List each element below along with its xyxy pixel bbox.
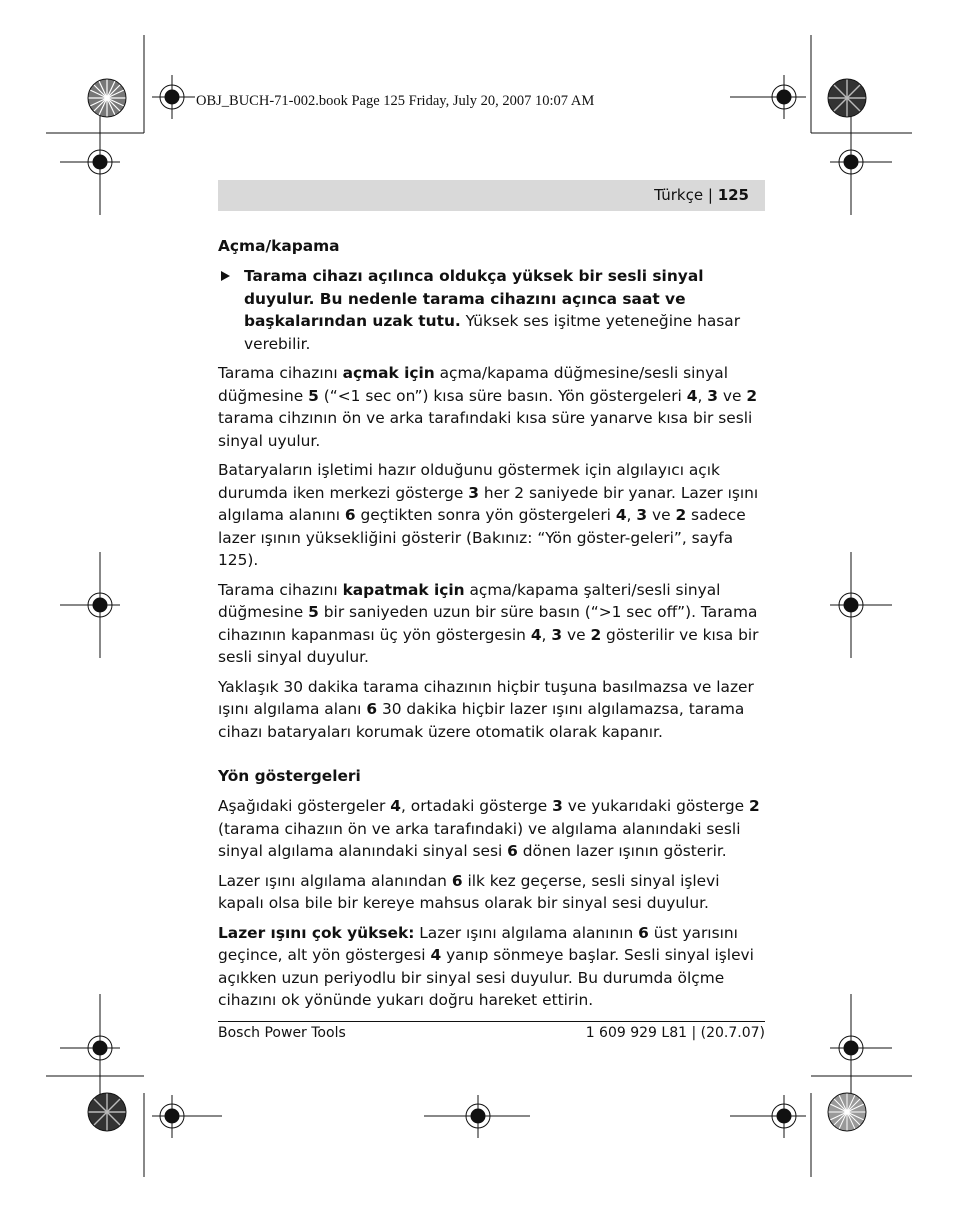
warning-bullet	[218, 265, 766, 355]
text: geçtikten sonra yön göstergeleri	[355, 506, 616, 524]
footer-doc-number: 1 609 929 L81 | (20.7.07)	[585, 1025, 765, 1041]
ref-number: 5	[308, 603, 319, 621]
ref-number: 6	[344, 506, 356, 524]
text: açma/kapama şalteri/sesli sinyal düğmesine	[218, 580, 721, 621]
ref-number: 4	[430, 946, 442, 964]
text: Yaklaşık 30 dakika tarama cihazının hiçbir tuşuna basılmazsa ve lazer ışını algılama alanı	[218, 677, 754, 718]
crosshair-target-icon	[60, 108, 120, 215]
crosshair-target-icon	[730, 1095, 806, 1138]
page-header-text	[654, 186, 749, 204]
ref-number: 3	[551, 625, 563, 644]
paragraph-battery-ready	[218, 459, 766, 572]
text: ve	[562, 625, 591, 644]
warning-bold-text: Tarama cihazı açılınca oldukça yüksek bir sesli sinyal duyulur. Bu nedenle tarama cihazını açınca saat ve başkalarından uzak tutu.	[244, 267, 704, 330]
paragraph-switch-on	[218, 362, 766, 452]
text: tarama cihzının ön ve arka tarafındaki kısa süre yanarve kısa bir sesli sinyal uyulur.	[218, 409, 753, 450]
ref-number: 2	[675, 506, 687, 524]
paragraph-auto-off	[218, 676, 766, 744]
crosshair-target-icon	[424, 1095, 530, 1138]
ref-number: 6	[507, 842, 518, 860]
crosshair-target-icon	[830, 108, 892, 215]
text: (tarama cihazıın ön ve arka tarafındaki) ve algılama alanındaki sesli sinyal algılama alanındaki sinyal sesi	[218, 819, 741, 860]
section-title-direction-indicators: Yön göstergeleri	[218, 767, 361, 785]
warning-normal-text: Yüksek ses işitme yeteneğine hasar verebilir.	[244, 312, 741, 353]
paragraph-too-high	[218, 922, 766, 1012]
ref-number: 3	[552, 797, 563, 815]
header-language: Türkçe	[654, 186, 704, 204]
crosshair-target-icon	[60, 552, 120, 658]
starburst-registration-icon	[88, 79, 126, 117]
page-number: 125	[717, 186, 749, 204]
ref-number: 3	[707, 386, 718, 405]
page-footer	[218, 1021, 765, 1041]
text: ilk kez geçerse, sesli sinyal işlevi kapalı olsa bile bir kereye mahsus olarak bir sinyal sesi duyulur.	[218, 871, 720, 912]
paragraph-indicators	[218, 795, 766, 863]
text: gösterilir ve kısa bir sesli sinyal duyulur.	[218, 625, 759, 666]
text: 30 dakika hiçbir lazer ışını algılamazsa, tarama cihazı bataryaları korumak üzere otomatik olarak kapanır.	[218, 700, 745, 741]
ref-number: 4	[530, 625, 542, 644]
ref-number: 4	[615, 506, 627, 524]
text: her 2 saniyede bir yanar. Lazer ışını algılama alanını	[218, 483, 759, 524]
text: Lazer ışını algılama alanından	[218, 871, 452, 890]
text: sadece lazer ışının yüksekliğini gösterir (Bakınız: “Yön göster-geleri”, sayfa 125).	[218, 506, 746, 569]
text: yanıp sönmeye başlar. Sesli sinyal işlevi açıkken uzun periyodlu bir sinyal sesi duyulur. Bu durumda ölçme cihazını ok yönünde yukarı doğru hareket ettirin.	[218, 946, 754, 1009]
text: açma/kapama düğmesine/sesli sinyal düğmesine	[218, 364, 728, 405]
text: Aşağıdaki göstergeler	[218, 797, 391, 815]
starburst-registration-icon	[88, 1093, 126, 1131]
ref-number: 2	[746, 386, 758, 405]
text: Lazer ışını algılama alanının	[414, 923, 639, 942]
text-bold: Lazer ışını çok yüksek:	[218, 923, 415, 942]
footer-brand: Bosch Power Tools	[218, 1025, 346, 1041]
header-separator: |	[707, 186, 713, 204]
ref-number: 2	[748, 797, 760, 815]
bullet-triangle-icon	[221, 271, 230, 281]
crosshair-target-icon	[830, 994, 892, 1100]
page-content	[218, 235, 766, 1019]
text: ,	[541, 625, 552, 644]
section-title-on-off: Açma/kapama	[218, 237, 340, 255]
crosshair-target-icon	[152, 1095, 222, 1138]
crosshair-target-icon	[60, 994, 120, 1100]
ref-number: 6	[638, 923, 649, 942]
ref-number: 5	[308, 386, 319, 405]
crosshair-target-icon	[830, 552, 892, 658]
ref-number: 4	[686, 386, 698, 405]
ref-number: 6	[451, 871, 463, 890]
ref-number: 3	[636, 506, 648, 524]
starburst-registration-icon	[828, 1093, 866, 1131]
text: dönen lazer ışının gösterir.	[517, 842, 727, 860]
text: bir saniyeden uzun bir süre basın (“>1 sec off”). Tarama cihazının kapanması üç yön göstergesin	[218, 603, 758, 644]
text: üst yarısını geçince, alt yön göstergesi	[218, 923, 738, 964]
ref-number: 2	[590, 625, 602, 644]
text: Tarama cihazını	[218, 580, 343, 599]
text-bold: açmak için	[342, 364, 435, 382]
text: ve yukarıdaki gösterge	[562, 797, 749, 815]
paragraph-switch-off	[218, 579, 766, 669]
text: ,	[626, 506, 637, 524]
ref-number: 6	[366, 700, 378, 718]
text: ,	[697, 386, 708, 405]
ref-number: 3	[468, 483, 479, 502]
text-bold: kapatmak için	[342, 580, 465, 599]
text: Bataryaların işletimi hazır olduğunu göstermek için algılayıcı açık durumda iken merkezi gösterge	[218, 461, 720, 502]
text: (“<1 sec on”) kısa süre basın. Yön göstergeleri	[318, 386, 687, 405]
text: , ortadaki gösterge	[401, 797, 553, 815]
crosshair-target-icon	[730, 75, 806, 119]
crosshair-target-icon	[152, 75, 195, 119]
starburst-registration-icon	[828, 79, 866, 117]
text: ve	[717, 386, 747, 405]
text: ve	[647, 506, 676, 524]
page-header	[218, 180, 765, 211]
ref-number: 4	[390, 797, 401, 815]
text: Tarama cihazını	[218, 364, 343, 382]
paragraph-first-pass	[218, 870, 766, 915]
file-header: OBJ_BUCH-71-002.book Page 125 Friday, July 20, 2007 10:07 AM	[196, 93, 595, 109]
